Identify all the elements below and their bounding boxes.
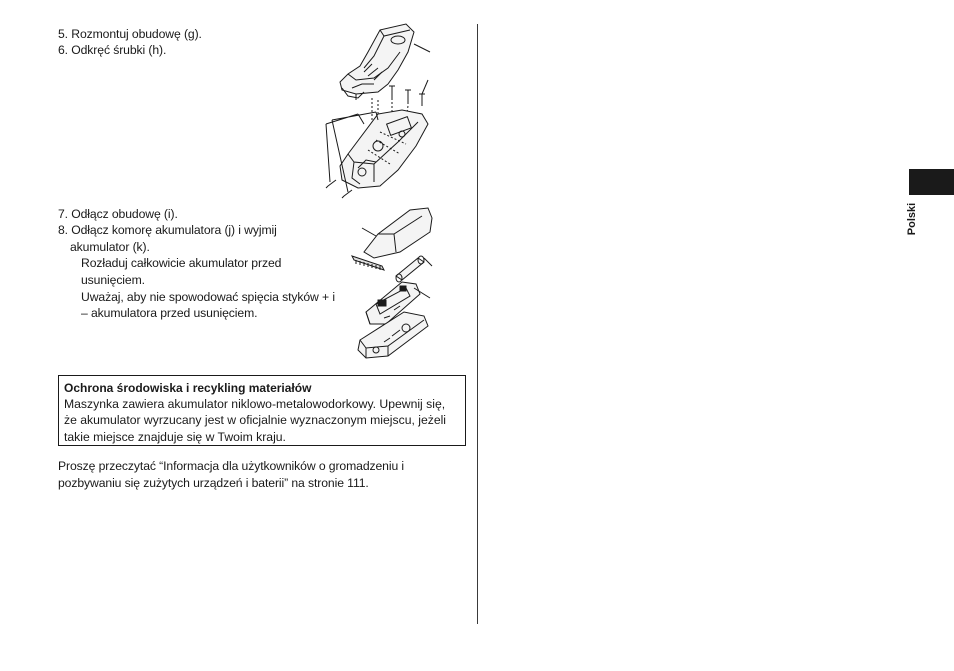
environment-notice-box xyxy=(58,375,466,446)
note-short-circuit-cont: – akumulatora przed usunięciem. xyxy=(81,306,258,320)
note-discharge-cont: usunięciem. xyxy=(81,273,145,287)
note-short-circuit: Uważaj, aby nie spowodować spięcia styków + i xyxy=(81,290,335,304)
step-7-text: 7. Odłącz obudowę (i). xyxy=(58,207,178,221)
disposal-info-text: Proszę przeczytać “Informacja dla użytkowników o gromadzeniu i xyxy=(58,459,405,473)
disassembly-illustration-battery xyxy=(340,204,440,364)
step-5-text: 5. Rozmontuj obudowę (g). xyxy=(58,27,202,41)
step-8-text-cont: akumulator (k). xyxy=(70,240,150,254)
disassembly-illustration-housing xyxy=(318,22,436,206)
environment-notice-line: że akumulator wyrzucany jest w oficjalnie wyznaczonym miejscu, jeżeli xyxy=(64,413,447,427)
environment-notice-line: Maszynka zawiera akumulator niklowo-metalowodorkowy. Upewnij się, xyxy=(64,397,446,411)
environment-notice-line: takie miejsce znajduje się w Twoim kraju. xyxy=(64,430,286,444)
language-tab-label: Polski xyxy=(906,202,918,236)
step-6-text: 6. Odkręć śrubki (h). xyxy=(58,43,167,57)
environment-notice-title: Ochrona środowiska i recykling materiałów xyxy=(64,381,312,395)
disposal-info-text-cont: pozbywaniu się zużytych urządzeń i baterii” na stronie 111. xyxy=(58,476,369,490)
column-divider xyxy=(477,24,478,624)
note-discharge: Rozładuj całkowicie akumulator przed xyxy=(81,256,282,270)
step-8-text: 8. Odłącz komorę akumulatora (j) i wyjmij xyxy=(58,223,277,237)
